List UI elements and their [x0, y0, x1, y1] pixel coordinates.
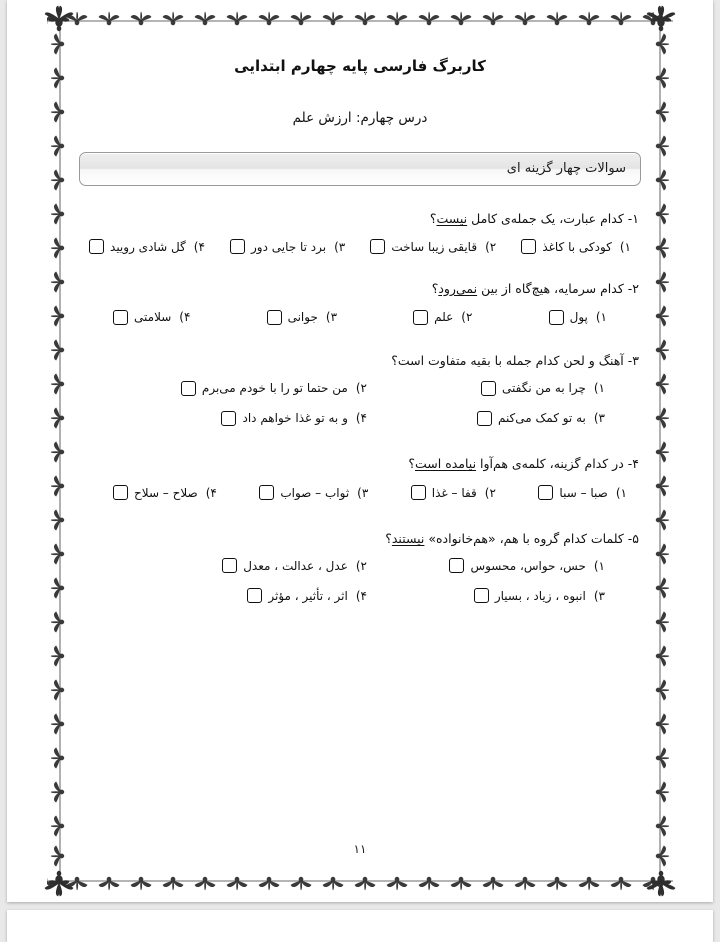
- option-4-1[interactable]: [538, 484, 627, 502]
- option-checkbox[interactable]: [113, 310, 128, 325]
- option-number: ۳): [593, 411, 605, 426]
- question-text-2a: کدام سرمایه، هیچ‌گاه از بین: [477, 280, 628, 296]
- section-header-label: سوالات چهار گزینه ای: [506, 161, 626, 177]
- option-1-1[interactable]: [521, 238, 631, 256]
- question-stem-3: [79, 350, 641, 371]
- option-number: ۲): [485, 239, 497, 254]
- border-bottom-edge: [47, 870, 673, 894]
- option-number: ۴): [193, 239, 205, 254]
- question-text-5a: کلمات کدام گروه با هم، «هم‌خانواده»: [424, 530, 628, 546]
- question-block-3: [79, 350, 641, 427]
- option-2-1[interactable]: [549, 308, 607, 326]
- option-2-2[interactable]: [413, 308, 472, 326]
- question-text-4a: در کدام گزینه، کلمه‌ی هم‌آوا: [476, 456, 628, 472]
- question-stem-1: [79, 208, 641, 229]
- option-number: ۲): [461, 310, 473, 325]
- option-cell: [107, 557, 367, 575]
- lesson-subtitle: درس چهارم: ارزش علم: [292, 110, 428, 126]
- option-label: انبوه ، زیاد ، بسیار: [494, 588, 586, 603]
- option-label: جوانی: [287, 310, 318, 325]
- option-number: ۲): [355, 381, 367, 396]
- floral-vine-icon: [47, 872, 673, 892]
- floral-vine-icon: [49, 30, 69, 872]
- option-number: ۱): [619, 239, 631, 254]
- option-3-2[interactable]: [181, 379, 367, 397]
- option-label: پول: [569, 310, 588, 325]
- question-block-4: [79, 453, 641, 501]
- option-checkbox[interactable]: [230, 239, 245, 254]
- question-block-2: [79, 278, 641, 326]
- option-number: ۳): [357, 485, 369, 500]
- option-label: اثر ، تأثیر ، مؤثر: [268, 588, 348, 603]
- question-negation-5: نیستند: [391, 530, 425, 546]
- option-label: چرا به من نگفتی: [502, 381, 586, 396]
- question-negation-4: نیامده است: [415, 456, 477, 472]
- corner-flourish-icon: [44, 867, 74, 897]
- option-3-1[interactable]: [481, 379, 605, 397]
- floral-vine-icon: [47, 10, 673, 30]
- option-label: من حتما تو را با خودم می‌برم: [201, 381, 348, 396]
- question-negation-1: نیست: [436, 210, 468, 226]
- option-label: ثواب – صواب: [280, 485, 350, 500]
- option-checkbox[interactable]: [477, 411, 492, 426]
- option-cell: [367, 587, 627, 605]
- next-page-preview: [7, 910, 713, 942]
- option-5-3[interactable]: [474, 587, 605, 605]
- option-checkbox[interactable]: [521, 239, 536, 254]
- question-text-5b: ؟: [385, 530, 392, 546]
- option-checkbox[interactable]: [413, 310, 428, 325]
- option-2-4[interactable]: [113, 308, 190, 326]
- option-number: ۱): [595, 310, 607, 325]
- option-label: سلامتی: [134, 310, 172, 325]
- option-label: عدل ، عدالت ، معدل: [243, 558, 348, 573]
- option-cell: [367, 409, 627, 427]
- option-number: ۳): [334, 239, 346, 254]
- option-number: ۱): [593, 381, 605, 396]
- question-number-5: ۵-: [627, 530, 639, 546]
- option-number: ۳): [593, 588, 605, 603]
- option-checkbox[interactable]: [370, 239, 385, 254]
- option-cell: [367, 557, 627, 575]
- option-cell: [107, 587, 367, 605]
- option-label: حس، حواس، محسوس: [470, 558, 586, 573]
- option-label: و به تو غذا خواهم داد: [242, 411, 348, 426]
- option-checkbox[interactable]: [267, 310, 282, 325]
- option-checkbox[interactable]: [113, 485, 128, 500]
- option-3-3[interactable]: [477, 409, 605, 427]
- option-number: ۴): [179, 310, 191, 325]
- page-number: ۱۱: [353, 842, 367, 856]
- option-number: ۱): [615, 485, 627, 500]
- border-top-edge: [47, 8, 673, 32]
- option-number: ۲): [484, 485, 496, 500]
- question-block-5: [79, 528, 641, 605]
- question-number-3: ۳-: [627, 353, 639, 369]
- option-checkbox[interactable]: [221, 411, 236, 426]
- question-number-1: ۱-: [627, 210, 639, 226]
- option-checkbox[interactable]: [89, 239, 104, 254]
- page-title: کاربرگ فارسی پایه چهارم ابتدایی: [234, 57, 486, 75]
- question-text-2b: ؟: [431, 280, 439, 296]
- option-number: ۴): [355, 411, 367, 426]
- option-label: صبا – سبا: [559, 485, 608, 500]
- option-5-4[interactable]: [247, 587, 367, 605]
- option-5-1[interactable]: [449, 557, 605, 575]
- option-label: کودکی با کاغذ: [542, 239, 612, 254]
- option-number: ۴): [355, 588, 367, 603]
- option-label: برد تا جایی دور: [250, 239, 327, 254]
- option-checkbox[interactable]: [411, 485, 426, 500]
- option-checkbox[interactable]: [549, 310, 564, 325]
- question-text-4b: ؟: [408, 456, 415, 472]
- worksheet-content: [79, 40, 641, 609]
- option-number: ۴): [205, 485, 217, 500]
- options-row-4: [79, 484, 641, 502]
- option-checkbox[interactable]: [449, 558, 464, 573]
- floral-vine-icon: [651, 30, 671, 872]
- question-number-4: ۴-: [627, 456, 639, 472]
- options-grid-3: [79, 379, 641, 427]
- option-number: ۲): [355, 558, 367, 573]
- option-4-4[interactable]: [113, 484, 217, 502]
- option-3-4[interactable]: [221, 409, 367, 427]
- question-text-1b: ؟: [429, 210, 437, 226]
- option-label: صلاح – سلاح: [134, 485, 198, 500]
- question-block-1: [79, 208, 641, 256]
- option-number: ۳): [325, 310, 338, 325]
- option-checkbox[interactable]: [538, 485, 553, 500]
- corner-flourish-icon: [646, 867, 676, 897]
- option-label: علم: [434, 310, 454, 325]
- question-negation-2: نمی‌رود: [438, 280, 478, 296]
- option-4-3[interactable]: [259, 484, 368, 502]
- question-text-3a: آهنگ و لحن کدام جمله با بقیه متفاوت است؟: [391, 353, 628, 369]
- options-grid-5: [79, 557, 641, 605]
- option-cell: [107, 409, 367, 427]
- question-stem-2: [79, 278, 641, 299]
- question-text-1a: کدام عبارت، یک جمله‌ی کامل: [467, 210, 628, 226]
- option-5-2[interactable]: [222, 557, 367, 575]
- question-stem-4: [79, 453, 641, 474]
- option-checkbox[interactable]: [474, 588, 489, 603]
- options-row-2: [79, 308, 641, 326]
- border-right-edge: [649, 30, 673, 872]
- section-header-bar: [79, 152, 641, 186]
- option-checkbox[interactable]: [259, 485, 274, 500]
- question-stem-5: [79, 528, 641, 549]
- option-cell: [367, 379, 627, 397]
- option-2-3[interactable]: [267, 308, 337, 326]
- option-4-2[interactable]: [411, 484, 496, 502]
- option-checkbox[interactable]: [481, 381, 496, 396]
- option-1-4[interactable]: [89, 238, 205, 256]
- worksheet-page: [7, 0, 713, 902]
- option-checkbox[interactable]: [222, 558, 237, 573]
- option-checkbox[interactable]: [181, 381, 196, 396]
- option-1-3[interactable]: [230, 238, 345, 256]
- option-cell: [107, 379, 367, 397]
- option-label: قفا – غذا: [431, 485, 477, 500]
- option-1-2[interactable]: [370, 238, 496, 256]
- option-label: قایقی زیبا ساخت: [391, 239, 478, 254]
- option-number: ۱): [593, 558, 605, 573]
- option-checkbox[interactable]: [247, 588, 262, 603]
- corner-flourish-icon: [44, 5, 74, 35]
- corner-flourish-icon: [646, 5, 676, 35]
- questions-list: [79, 208, 641, 605]
- question-number-2: ۲-: [627, 280, 639, 296]
- border-left-edge: [47, 30, 71, 872]
- option-label: به تو کمک می‌کنم: [497, 411, 586, 426]
- option-label: گل شادی رویید: [110, 239, 186, 254]
- options-row-1: [79, 238, 641, 256]
